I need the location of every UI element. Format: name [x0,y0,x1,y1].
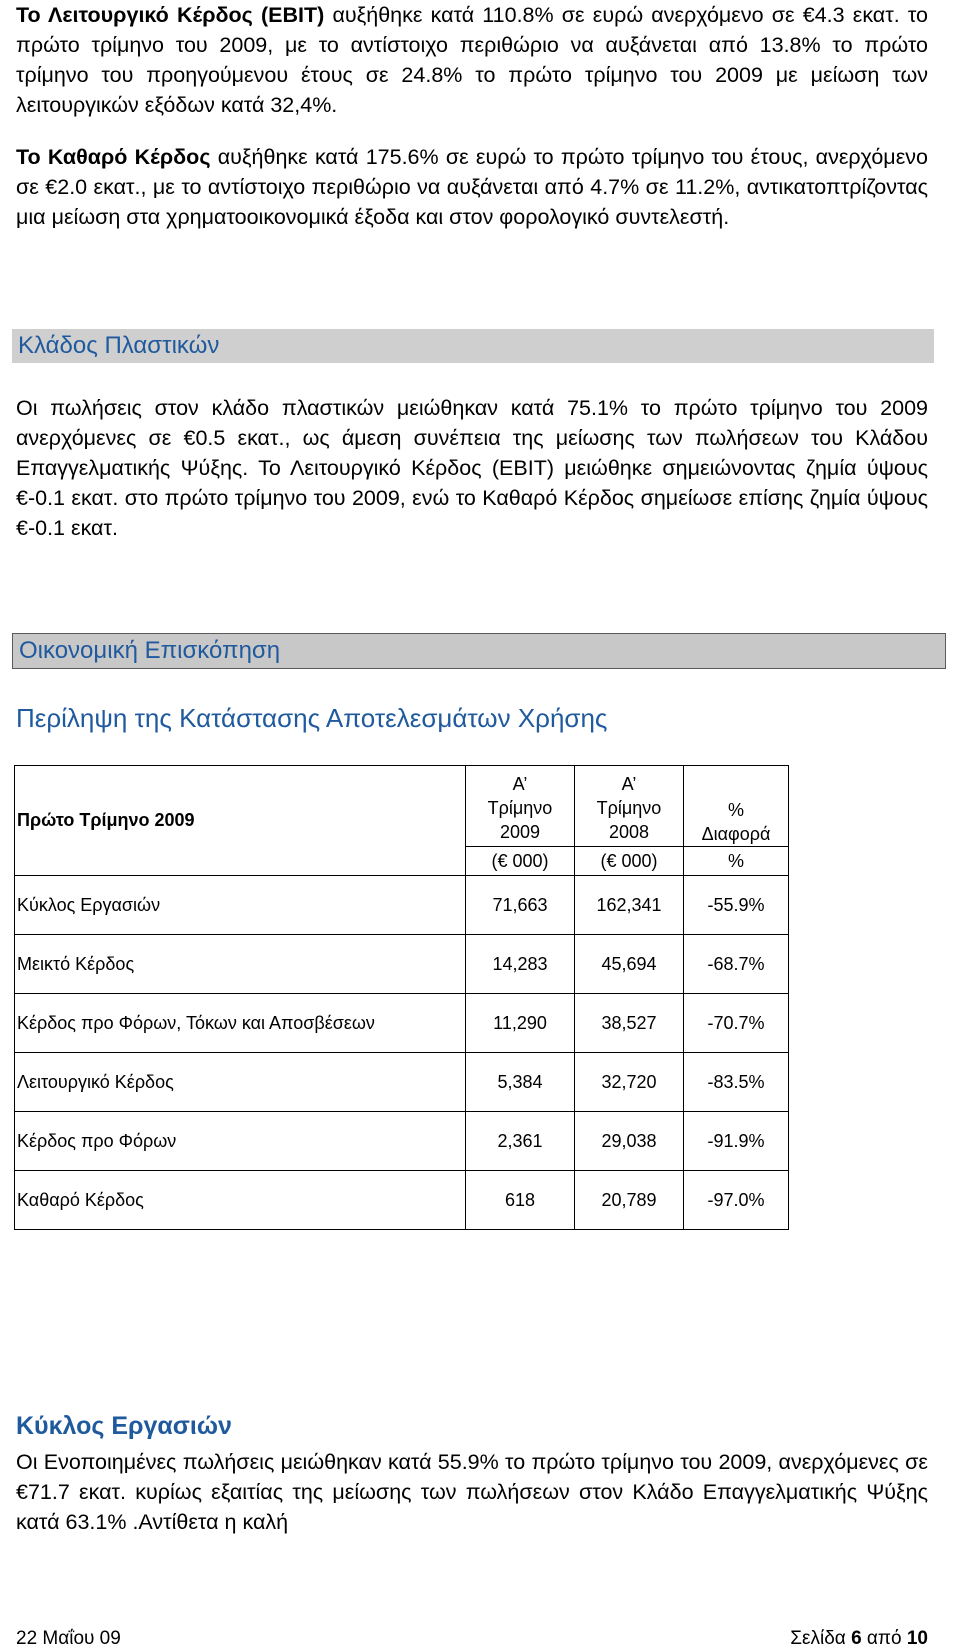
turnover-paragraph: Οι Ενοποιημένες πωλήσεις μειώθηκαν κατά 55.9% το πρώτο τρίμηνο του 2009, ανερχόμενες σε €71.7 εκατ. κυρίως εξαιτίας της μείωσης των πωλήσεων στον Κλάδο Επαγγελματικής Ψύξης κατά 63.1% .Αντίθετα η καλή [16,1450,928,1534]
footer-page-current: 6 [851,1628,862,1649]
row-label: Κέρδος προ Φόρων, Τόκων και Αποσβέσεων [15,994,466,1053]
units-2008: (€ 000) [575,847,684,876]
ebit-paragraph [16,0,928,120]
table-row [15,1171,789,1230]
row-value-2008: 38,527 [575,994,684,1053]
net-profit-text: αυξήθηκε κατά 175.6% σε ευρώ το πρώτο τρίμηνο του έτους, ανερχόμενο σε €2.0 εκατ., με το αντίστοιχο περιθώριο να αυξάνεται από 4.7% σε 11.2%, αντικατοπτρίζοντας μια μείωση στα χρηματοοικονομικά έξοδα και στον φορολογικό συντελεστή. [16,145,928,229]
col-header-2008 [575,766,684,847]
row-label: Κύκλος Εργασιών [15,876,466,935]
page-footer [16,1628,928,1650]
row-value-2009: 618 [466,1171,575,1230]
table-row [15,994,789,1053]
overview-heading-text: Οικονομική Επισκόπηση [19,637,281,664]
income-statement-subheading: Περίληψη της Κατάστασης Αποτελεσμάτων Χρήσης [16,703,608,733]
row-value-diff: -55.9% [684,876,789,935]
row-value-diff: -68.7% [684,935,789,994]
row-label: Καθαρό Κέρδος [15,1171,466,1230]
row-value-2008: 29,038 [575,1112,684,1171]
row-value-2009: 11,290 [466,994,575,1053]
ebit-text: αυξήθηκε κατά 110.8% σε ευρώ ανερχόμενο σε €4.3 εκατ. το πρώτο τρίμηνο του 2009, με το αντίστοιχο περιθώριο να αυξάνεται από 13.8% το πρώτο τρίμηνο του προηγούμενου έτους σε 24.8% το πρώτο τρίμηνο του 2009 με μείωση των λειτουργικών εξόδων κατά 32,4%. [16,3,928,117]
net-profit-lead: Το Καθαρό Κέρδος [16,145,211,169]
turnover-heading: Κύκλος Εργασιών [16,1412,232,1440]
col-header-diff-line2: Διαφορά [701,824,771,844]
row-value-diff: -91.9% [684,1112,789,1171]
table-title: Πρώτο Τρίμηνο 2009 [17,810,195,830]
row-value-2008: 20,789 [575,1171,684,1230]
table-row [15,876,789,935]
row-value-diff: -97.0% [684,1171,789,1230]
col-header-diff [684,766,789,847]
col-header-2008-line3: 2008 [608,822,650,842]
footer-page-prefix: Σελίδα [790,1628,852,1649]
income-statement-table [14,765,789,1230]
units-diff: % [684,847,789,876]
overview-heading [12,633,946,669]
plastics-heading [12,329,934,363]
row-value-2009: 5,384 [466,1053,575,1112]
plastics-paragraph: Οι πωλήσεις στον κλάδο πλαστικών μειώθηκαν κατά 75.1% το πρώτο τρίμηνο του 2009 ανερχόμενες σε €0.5 εκατ., ως άμεση συνέπεια της μείωσης των πωλήσεων του Κλάδου Επαγγελματικής Ψύξης. Το Λειτουργικό Κέρδος (EBIT) μειώθηκε σημειώνοντας ζημία ύψους €-0.1 εκατ. στο πρώτο τρίμηνο του 2009, ενώ το Καθαρό Κέρδος σημείωσε επίσης ζημία ύψους €-0.1 εκατ. [16,396,928,540]
col-header-2009-line3: 2009 [499,822,541,842]
footer-date: 22 Μαΐου 09 [16,1628,121,1649]
row-label: Κέρδος προ Φόρων [15,1112,466,1171]
net-profit-paragraph [16,142,928,232]
table-row [15,1112,789,1171]
table-title-cell [15,766,466,876]
row-label: Λειτουργικό Κέρδος [15,1053,466,1112]
row-value-2009: 71,663 [466,876,575,935]
row-value-diff: -70.7% [684,994,789,1053]
units-2009: (€ 000) [466,847,575,876]
col-header-2008-line1: Α’ [621,774,637,794]
row-value-2008: 32,720 [575,1053,684,1112]
ebit-lead: Το Λειτουργικό Κέρδος (EBIT) [16,3,325,27]
row-value-2009: 2,361 [466,1112,575,1171]
col-header-2009-line2: Τρίμηνο [487,798,553,818]
footer-page-number [790,1628,928,1650]
col-header-2008-line2: Τρίμηνο [596,798,662,818]
table-header-row [15,766,789,847]
row-label: Μεικτό Κέρδος [15,935,466,994]
row-value-2009: 14,283 [466,935,575,994]
footer-page-total: 10 [906,1628,928,1649]
col-header-diff-line1: % [727,800,744,820]
col-header-2009-line1: Α’ [512,774,528,794]
row-value-2008: 162,341 [575,876,684,935]
plastics-heading-text: Κλάδος Πλαστικών [18,332,220,359]
footer-page-mid: από [861,1628,907,1649]
row-value-diff: -83.5% [684,1053,789,1112]
table-row [15,935,789,994]
row-value-2008: 45,694 [575,935,684,994]
col-header-2009 [466,766,575,847]
table-row [15,1053,789,1112]
